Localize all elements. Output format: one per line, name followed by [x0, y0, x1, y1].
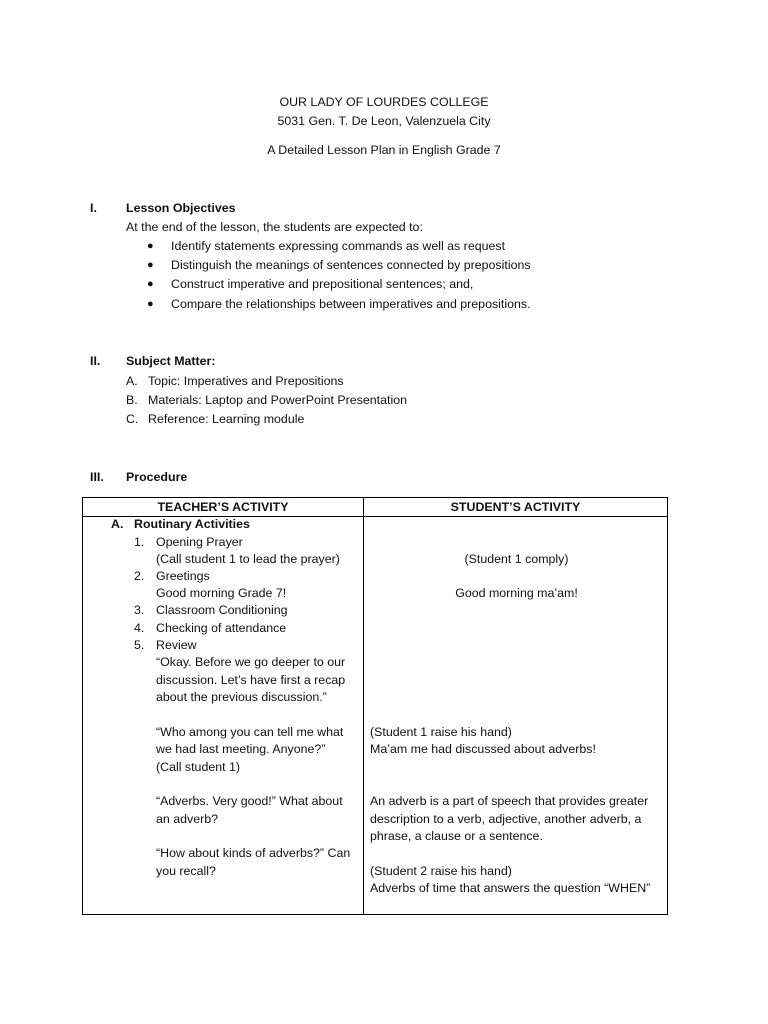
step-opening-prayer: Opening Prayer	[156, 535, 243, 549]
objective-item: Construct imperative and prepositional sentences; and,	[171, 277, 474, 291]
lesson-plan-title: A Detailed Lesson Plan in English Grade 7	[267, 143, 501, 157]
greetings-line: Good morning Grade 7!	[156, 586, 287, 600]
college-name: OUR LADY OF LOURDES COLLEGE	[279, 95, 489, 109]
student-response-line: description to a verb, adjective, another adverb, a	[370, 812, 642, 826]
student-response-line: An adverb is a part of speech that provides greater	[370, 794, 649, 808]
bullet-icon: ●	[147, 298, 154, 310]
step-attendance: Checking of attendance	[156, 621, 287, 635]
header-teacher-activity: TEACHER’S ACTIVITY	[157, 500, 289, 514]
section-numeral-objectives: I.	[90, 201, 97, 215]
review-question-line: “Adverbs. Very good!” What about	[156, 794, 343, 808]
review-question-line: “Okay. Before we go deeper to our	[156, 655, 346, 669]
procedure-table	[82, 497, 668, 915]
opening-prayer-note: (Call student 1 to lead the prayer)	[156, 552, 340, 566]
section-title-procedure: Procedure	[126, 470, 188, 484]
student-response-line: Adverbs of time that answers the question “WHEN”	[370, 881, 651, 895]
section-numeral-procedure: III.	[90, 470, 104, 484]
review-question-line: you recall?	[156, 864, 216, 878]
student-greeting: Good morning ma’am!	[455, 586, 578, 600]
subject-item-letter: C.	[126, 412, 139, 426]
review-question-line: about the previous discussion.”	[156, 690, 327, 704]
section-title-objectives: Lesson Objectives	[126, 201, 236, 215]
step-number: 1.	[134, 535, 145, 549]
step-greetings: Greetings	[156, 569, 210, 583]
review-question-line: “How about kinds of adverbs?” Can	[156, 846, 351, 860]
student-response-line: Ma’am me had discussed about adverbs!	[370, 742, 596, 756]
college-address: 5031 Gen. T. De Leon, Valenzuela City	[277, 114, 491, 128]
student-comply: (Student 1 comply)	[464, 552, 569, 566]
step-number: 5.	[134, 638, 145, 652]
bullet-icon: ●	[147, 240, 154, 252]
routinary-letter: A.	[111, 517, 124, 531]
review-question-line: “Who among you can tell me what	[156, 725, 344, 739]
review-question-line: (Call student 1)	[156, 760, 241, 774]
step-number: 4.	[134, 621, 145, 635]
review-question-line: discussion. Let’s have first a recap	[156, 673, 346, 687]
student-response-line: (Student 1 raise his hand)	[370, 725, 512, 739]
section-numeral-subject: II.	[90, 354, 101, 368]
subject-item-letter: A.	[126, 374, 138, 388]
student-response-line: phrase, a clause or a sentence.	[370, 829, 543, 843]
bullet-icon: ●	[147, 278, 154, 290]
bullet-icon: ●	[147, 259, 154, 271]
subject-item-topic: Topic: Imperatives and Prepositions	[148, 374, 344, 388]
subject-item-materials: Materials: Laptop and PowerPoint Presentation	[148, 393, 407, 407]
subject-item-reference: Reference: Learning module	[148, 412, 305, 426]
objective-item: Compare the relationships between imperatives and prepositions.	[171, 297, 531, 311]
subject-item-letter: B.	[126, 393, 138, 407]
review-question-line: we had last meeting. Anyone?”	[156, 742, 326, 756]
review-question-line: an adverb?	[156, 812, 219, 826]
header-student-activity: STUDENT’S ACTIVITY	[450, 500, 581, 514]
student-response-line: (Student 2 raise his hand)	[370, 864, 512, 878]
step-number: 2.	[134, 569, 145, 583]
objectives-intro: At the end of the lesson, the students are expected to:	[126, 220, 423, 234]
routinary-title: Routinary Activities	[134, 517, 250, 531]
step-number: 3.	[134, 603, 145, 617]
objective-item: Distinguish the meanings of sentences connected by prepositions	[171, 258, 531, 272]
section-title-subject: Subject Matter:	[126, 354, 216, 368]
step-classroom-conditioning: Classroom Conditioning	[156, 603, 288, 617]
objective-item: Identify statements expressing commands as well as request	[171, 239, 506, 253]
step-review: Review	[156, 638, 197, 652]
